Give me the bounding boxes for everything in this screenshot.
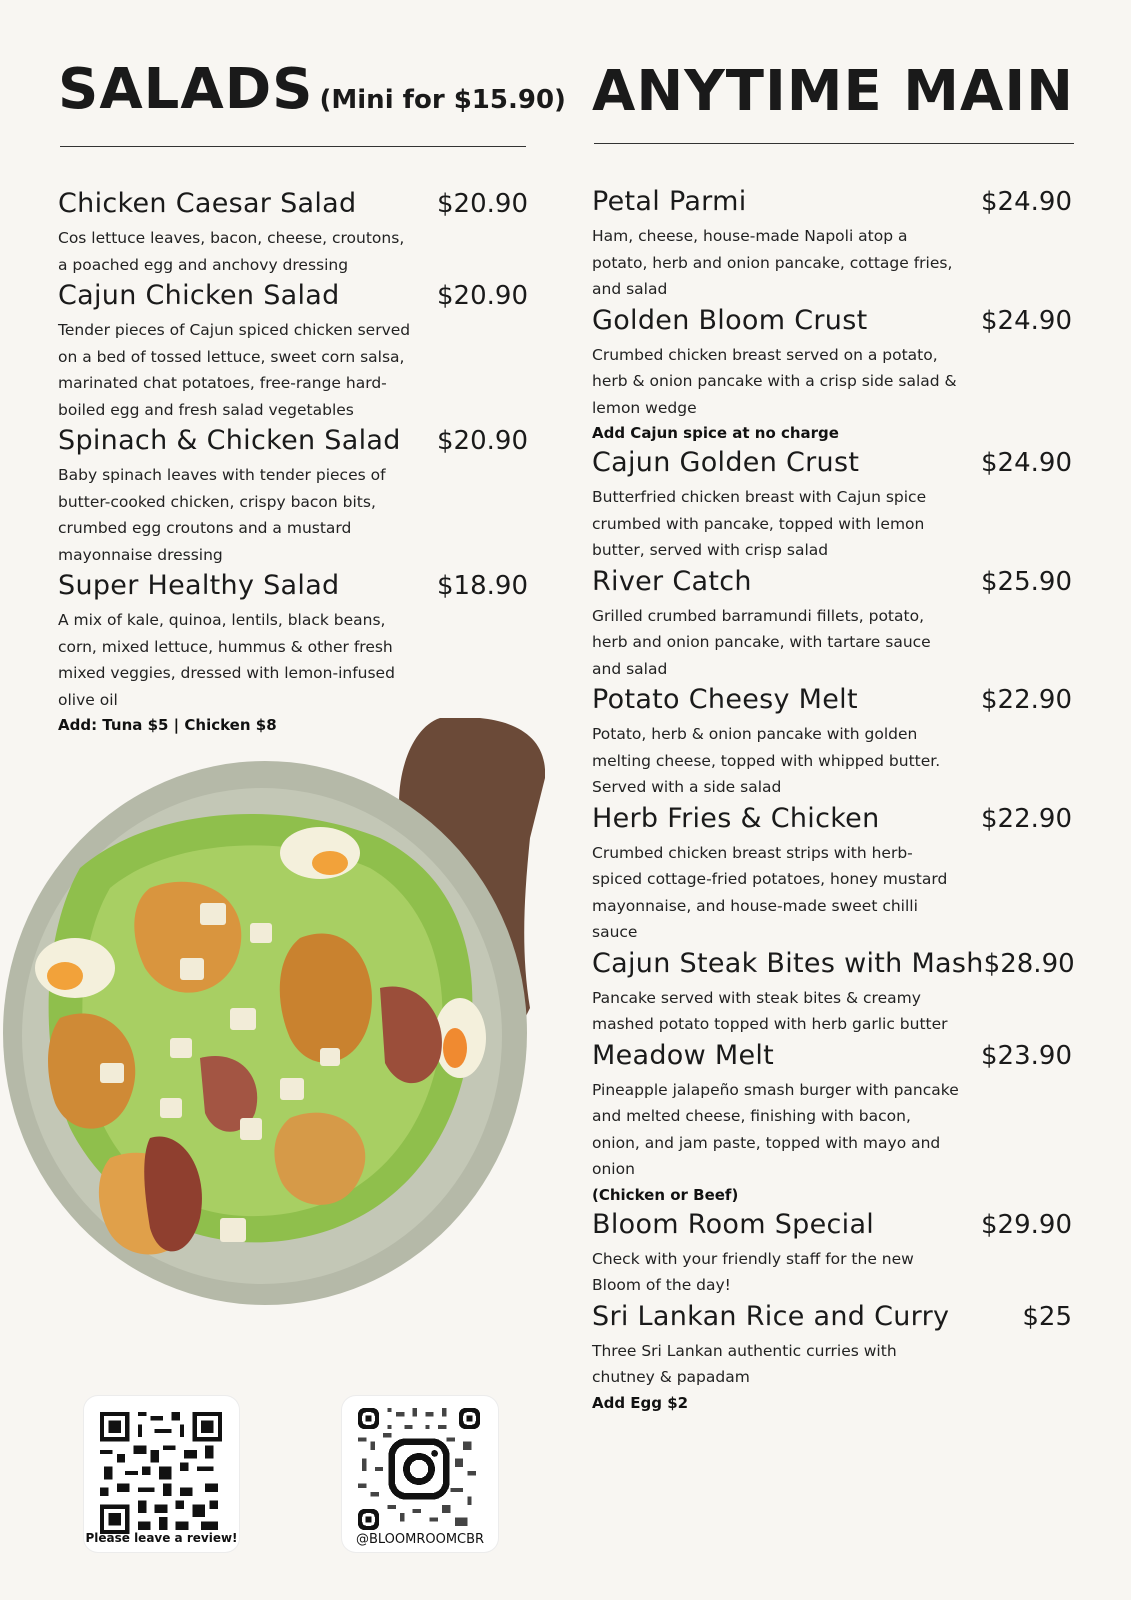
item-price: $28.90 bbox=[983, 948, 1075, 979]
item-description: Pineapple jalapeño smash burger with pancake and melted cheese, finishing with bacon, onion, and jam paste, topped with mayo and onion bbox=[592, 1080, 959, 1178]
item-name: Petal Parmi bbox=[592, 186, 747, 217]
menu-item bbox=[592, 947, 1075, 1038]
item-price: $29.90 bbox=[981, 1209, 1072, 1240]
menu-item bbox=[58, 188, 528, 278]
instagram-qr-card[interactable] bbox=[342, 1396, 498, 1552]
menu-item bbox=[592, 1040, 1072, 1207]
item-description: Check with your friendly staff for the new Bloom of the day! bbox=[592, 1249, 914, 1294]
item-add-on-note: Add: Tuna $5 | Chicken $8 bbox=[58, 716, 277, 734]
item-price: $24.90 bbox=[981, 305, 1072, 336]
item-price: $23.90 bbox=[981, 1040, 1072, 1071]
item-name: Sri Lankan Rice and Curry bbox=[592, 1300, 950, 1332]
item-price: $24.90 bbox=[981, 187, 1072, 217]
menu-item bbox=[592, 447, 1072, 564]
item-description: Potato, herb & onion pancake with golden melting cheese, topped with whipped butter. Served with a side salad bbox=[592, 725, 941, 796]
item-name: Potato Cheesy Melt bbox=[592, 684, 858, 715]
item-description: Cos lettuce leaves, bacon, cheese, croutons, a poached egg and anchovy dressing bbox=[58, 229, 405, 274]
item-price: $22.90 bbox=[981, 685, 1072, 715]
item-name: Meadow Melt bbox=[592, 1039, 775, 1071]
item-name: Cajun Chicken Salad bbox=[58, 280, 340, 311]
item-description: Pancake served with steak bites & creamy mashed potato topped with herb garlic butter bbox=[592, 988, 948, 1033]
item-name: River Catch bbox=[592, 565, 752, 597]
item-add-on-note: (Chicken or Beef) bbox=[592, 1185, 739, 1204]
item-price: $20.90 bbox=[437, 281, 528, 311]
item-name: Golden Bloom Crust bbox=[592, 304, 868, 336]
item-price: $18.90 bbox=[437, 571, 528, 601]
item-description: A mix of kale, quinoa, lentils, black beans, corn, mixed lettuce, hummus & other fresh mixed veggies, dressed with lemon-infused olive oil bbox=[58, 611, 395, 709]
menu-item bbox=[592, 566, 1072, 683]
item-description: Ham, cheese, house-made Napoli atop a potato, herb and onion pancake, cottage fries, and salad bbox=[592, 227, 953, 298]
instagram-handle: @BLOOMROOMCBR bbox=[355, 1532, 485, 1547]
item-name: Chicken Caesar Salad bbox=[58, 188, 357, 219]
item-price: $25.90 bbox=[981, 566, 1072, 597]
mains-heading: ANYTIME MAIN bbox=[592, 59, 1075, 124]
item-price: $22.90 bbox=[981, 803, 1072, 834]
item-price: $20.90 bbox=[437, 426, 528, 456]
item-price: $25 bbox=[1022, 1301, 1072, 1332]
item-name: Cajun Golden Crust bbox=[592, 447, 860, 478]
salads-heading bbox=[58, 57, 566, 122]
salads-title: SALADS bbox=[58, 57, 314, 122]
menu-item bbox=[58, 570, 528, 737]
menu-item bbox=[592, 186, 1072, 303]
item-description: Tender pieces of Cajun spiced chicken served on a bed of tossed lettuce, sweet corn salsa, marinated chat potatoes, free-range hard-boiled egg and fresh salad vegetables bbox=[58, 321, 411, 419]
item-price: $20.90 bbox=[437, 189, 528, 219]
mains-list bbox=[592, 186, 1075, 1415]
menu-item bbox=[58, 425, 528, 568]
menu-item bbox=[592, 1209, 1072, 1299]
item-price: $24.90 bbox=[981, 448, 1072, 478]
salads-list bbox=[58, 188, 528, 737]
review-qr-label: Please leave a review! bbox=[85, 1531, 238, 1545]
item-description: Three Sri Lankan authentic curries with chutney & papadam bbox=[592, 1341, 897, 1386]
item-name: Spinach & Chicken Salad bbox=[58, 425, 401, 456]
review-qr-card[interactable] bbox=[84, 1396, 239, 1552]
caesar-salad-bowl-illustration bbox=[0, 718, 545, 1368]
qr-code-icon bbox=[100, 1412, 222, 1534]
item-description: Butterfried chicken breast with Cajun spice crumbed with pancake, topped with lemon butter, served with crisp salad bbox=[592, 488, 927, 559]
item-name: Cajun Steak Bites with Mash bbox=[592, 947, 984, 979]
item-description: Baby spinach leaves with tender pieces of butter-cooked chicken, crispy bacon bits, crumbed egg croutons and a mustard mayonnaise dressing bbox=[58, 466, 386, 564]
menu-item bbox=[592, 803, 1072, 946]
menu-item bbox=[592, 305, 1072, 446]
salads-divider bbox=[60, 146, 526, 147]
menu-item bbox=[592, 1301, 1072, 1415]
mains-divider bbox=[594, 143, 1074, 144]
item-description: Crumbed chicken breast served on a potato, herb & onion pancake with a crisp side salad & lemon wedge bbox=[592, 345, 957, 417]
item-name: Bloom Room Special bbox=[592, 1208, 875, 1240]
item-name: Herb Fries & Chicken bbox=[592, 802, 880, 834]
item-description: Crumbed chicken breast strips with herb-spiced cottage-fried potatoes, honey mustard mayonnaise, and house-made sweet chilli sauce bbox=[592, 843, 948, 941]
menu-item bbox=[58, 280, 528, 423]
salads-subtitle: (Mini for $15.90) bbox=[319, 85, 566, 115]
item-description: Grilled crumbed barramundi fillets, potato, herb and onion pancake, with tartare sauce and salad bbox=[592, 606, 931, 678]
instagram-icon bbox=[358, 1408, 480, 1530]
item-name: Super Healthy Salad bbox=[58, 570, 340, 601]
menu-item bbox=[592, 684, 1072, 801]
item-add-on-note: Add Egg $2 bbox=[592, 1393, 689, 1412]
item-add-on-note: Add Cajun spice at no charge bbox=[592, 424, 839, 442]
